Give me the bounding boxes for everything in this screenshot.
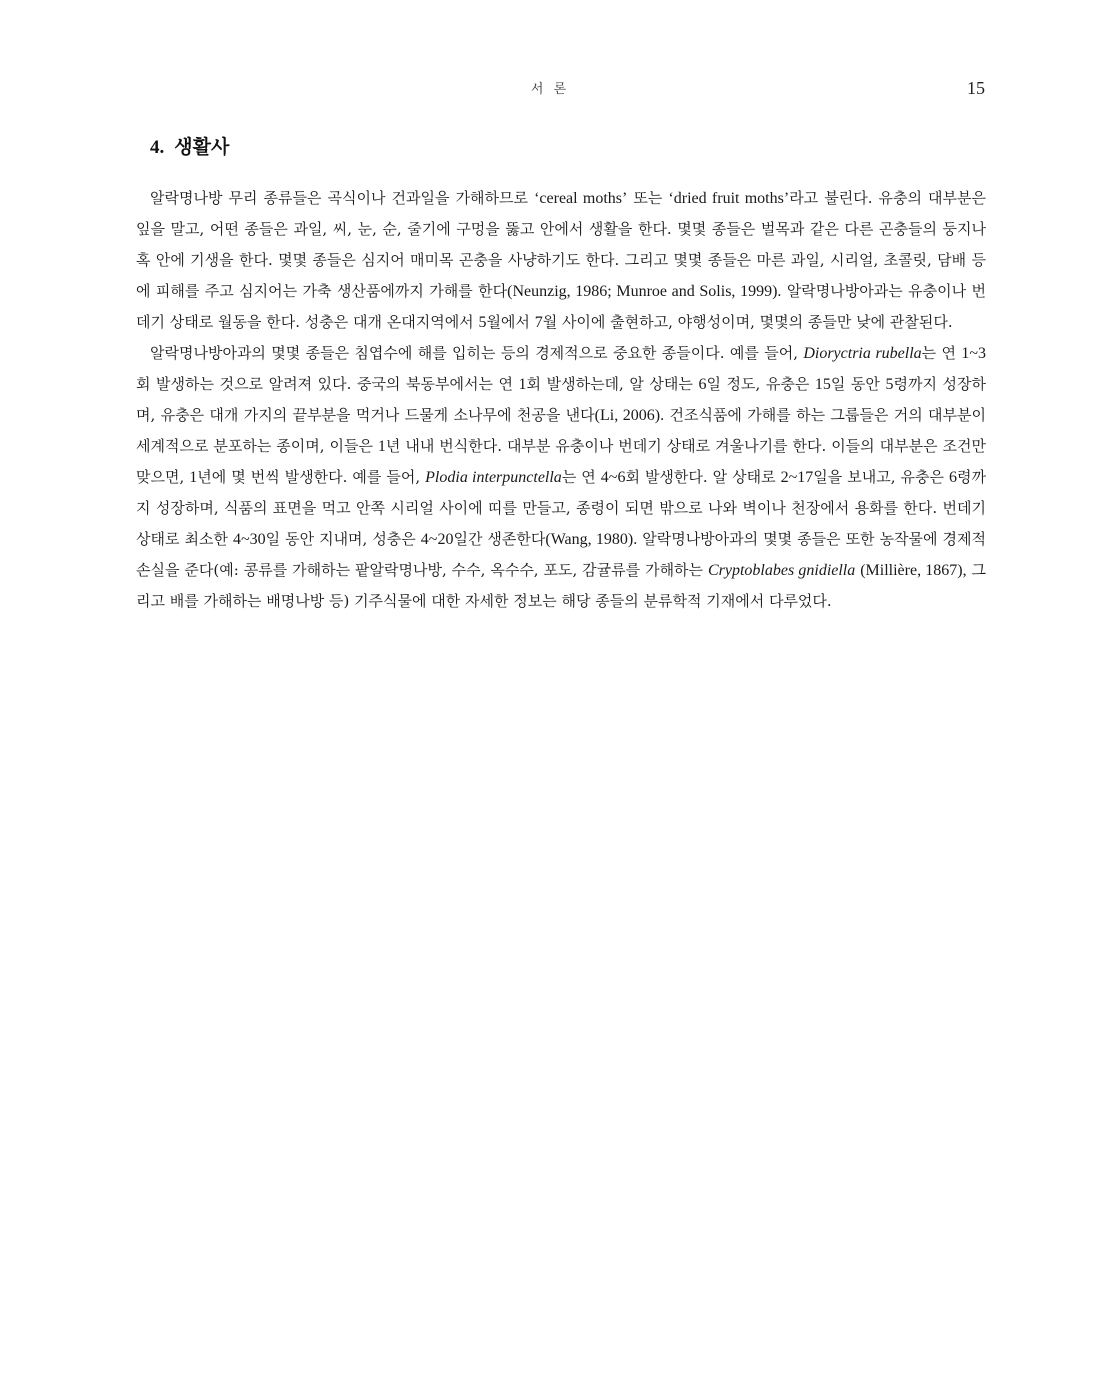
latin-text: (Millière, 1867), (860, 562, 967, 579)
korean-text: 회 발생하는데, 알 상태는 (526, 375, 699, 393)
korean-text: 월 사이에 출현하고, 야행성이며, 몇몇의 종들만 낮에 관찰된다. (542, 313, 953, 331)
korean-text: 라고 불린다. 유충의 대부분은 잎을 말고, 어떤 종들은 과일, 씨, 눈, 순, 줄기에 구멍을 뚫고 안에서 생활을 한다. 몇몇 종들은 벌목과 같은 다른 곤충들의 둥지나 혹 안에 기생을 한다. 몇몇 종들은 심지어 매미목 곤충을 사냥하기도 한다. 그리고 몇몇 종들은 마른 과일, 시리얼, 초콜릿, 담배 등에 피해를 주고 심지어는 가축 생산품에까지 가해를 한다 (136, 189, 986, 300)
korean-text: 령까지 성장하며, 유충은 대개 가지의 끝부분을 먹거나 드물게 소나무에 천공을 낸다 (136, 375, 986, 424)
latin-text: 6 (698, 376, 707, 393)
latin-text: 5 (478, 314, 487, 331)
latin-text: 6 (949, 469, 957, 486)
species-name: Cryptoblabes gnidiella (707, 562, 856, 579)
korean-text: 는 연 (561, 468, 601, 486)
latin-text: 1 (518, 376, 527, 393)
latin-text: (Li, 2006). (594, 407, 665, 424)
korean-text: 또는 (627, 189, 669, 207)
section-title: 생활사 (174, 136, 230, 158)
latin-text: 4~6 (600, 469, 626, 486)
korean-text: 알락명나방 무리 종류들은 곡식이나 건과일을 가해하므로 (150, 189, 535, 207)
latin-text: (Wang, 1980). (545, 531, 638, 548)
latin-text: 15 (814, 376, 831, 393)
korean-text: 알락명나방아과의 몇몇 종들은 또한 농작물에 경제적 손실을 준다(예: 콩류를 가해하는 팥알락명나방, 수수, 옥수수, 포도, 감귤류를 가해하는 (136, 530, 987, 579)
korean-text: 일 동안 (830, 375, 886, 393)
latin-text: 5 (885, 376, 894, 393)
korean-text: 월에서 (486, 313, 535, 331)
korean-text: 알락명나방아과의 몇몇 종들은 침엽수에 해를 입히는 등의 경제적으로 중요한 종들이다. 예를 들어, (150, 344, 804, 362)
paragraph (136, 183, 986, 338)
latin-text: ‘dried fruit moths’ (668, 190, 790, 207)
species-name: Dioryctria rubella (803, 345, 922, 362)
korean-text: 일간 생존한다 (453, 530, 546, 548)
body-text (136, 183, 986, 617)
latin-text: 4~20 (420, 531, 454, 548)
life-history-section (136, 132, 986, 617)
korean-text: 그리고 배를 가해하는 배명나방 등) 기주식물에 대한 자세한 정보는 해당 종들의 분류학적 기재에서 다루었다. (136, 561, 987, 610)
korean-text: 일 동안 지내며, 성충은 (265, 530, 421, 548)
page-number: 15 (967, 78, 985, 98)
paragraph (136, 338, 986, 617)
korean-text: 일을 보내고, 유충은 (813, 468, 949, 486)
latin-text: 4~30 (232, 531, 266, 548)
latin-text: 2~17 (780, 469, 814, 486)
korean-text: 회 발생하는 것으로 알려져 있다. 중국의 북동부에서는 연 (136, 375, 519, 393)
section-heading (150, 132, 986, 159)
korean-text: 일 정도, 유충은 (706, 375, 815, 393)
latin-text: 7 (534, 314, 543, 331)
latin-text: 1 (377, 438, 386, 455)
korean-text: 는 연 (921, 344, 962, 362)
latin-text: ‘cereal moths’ (534, 190, 628, 207)
species-name: Plodia interpunctella (425, 469, 562, 486)
korean-text: 알락명나방아과는 유충이나 번데기 상태로 월동을 한다. 성충은 대개 온대지역에서 (136, 282, 986, 331)
running-head: 서 론 (530, 82, 570, 97)
korean-text: 령까지 성장하며, 식품의 표면을 먹고 안쪽 시리얼 사이에 띠를 만들고, 종령이 되면 밖으로 나와 벽이나 천장에서 용화를 한다. 번데기 상태로 최소한 (136, 468, 986, 548)
korean-text: 년에 몇 번씩 발생한다. 예를 들어, (197, 468, 426, 486)
korean-text: 건조식품에 가해를 하는 그룹들은 거의 대부분이 세계적으로 분포하는 종이며, 이들은 (136, 406, 987, 455)
section-number: 4. (150, 137, 165, 158)
korean-text: 년 내내 번식한다. 대부분 유충이나 번데기 상태로 겨울나기를 한다. 이들의 대부분은 조건만 맞으면, (136, 437, 986, 486)
latin-text: 1 (189, 469, 198, 486)
latin-text: (Neunzig, 1986; Munroe and Solis, 1999). (507, 283, 782, 300)
korean-text: 회 발생한다. 알 상태로 (625, 468, 781, 486)
latin-text: 1~3 (961, 345, 987, 362)
